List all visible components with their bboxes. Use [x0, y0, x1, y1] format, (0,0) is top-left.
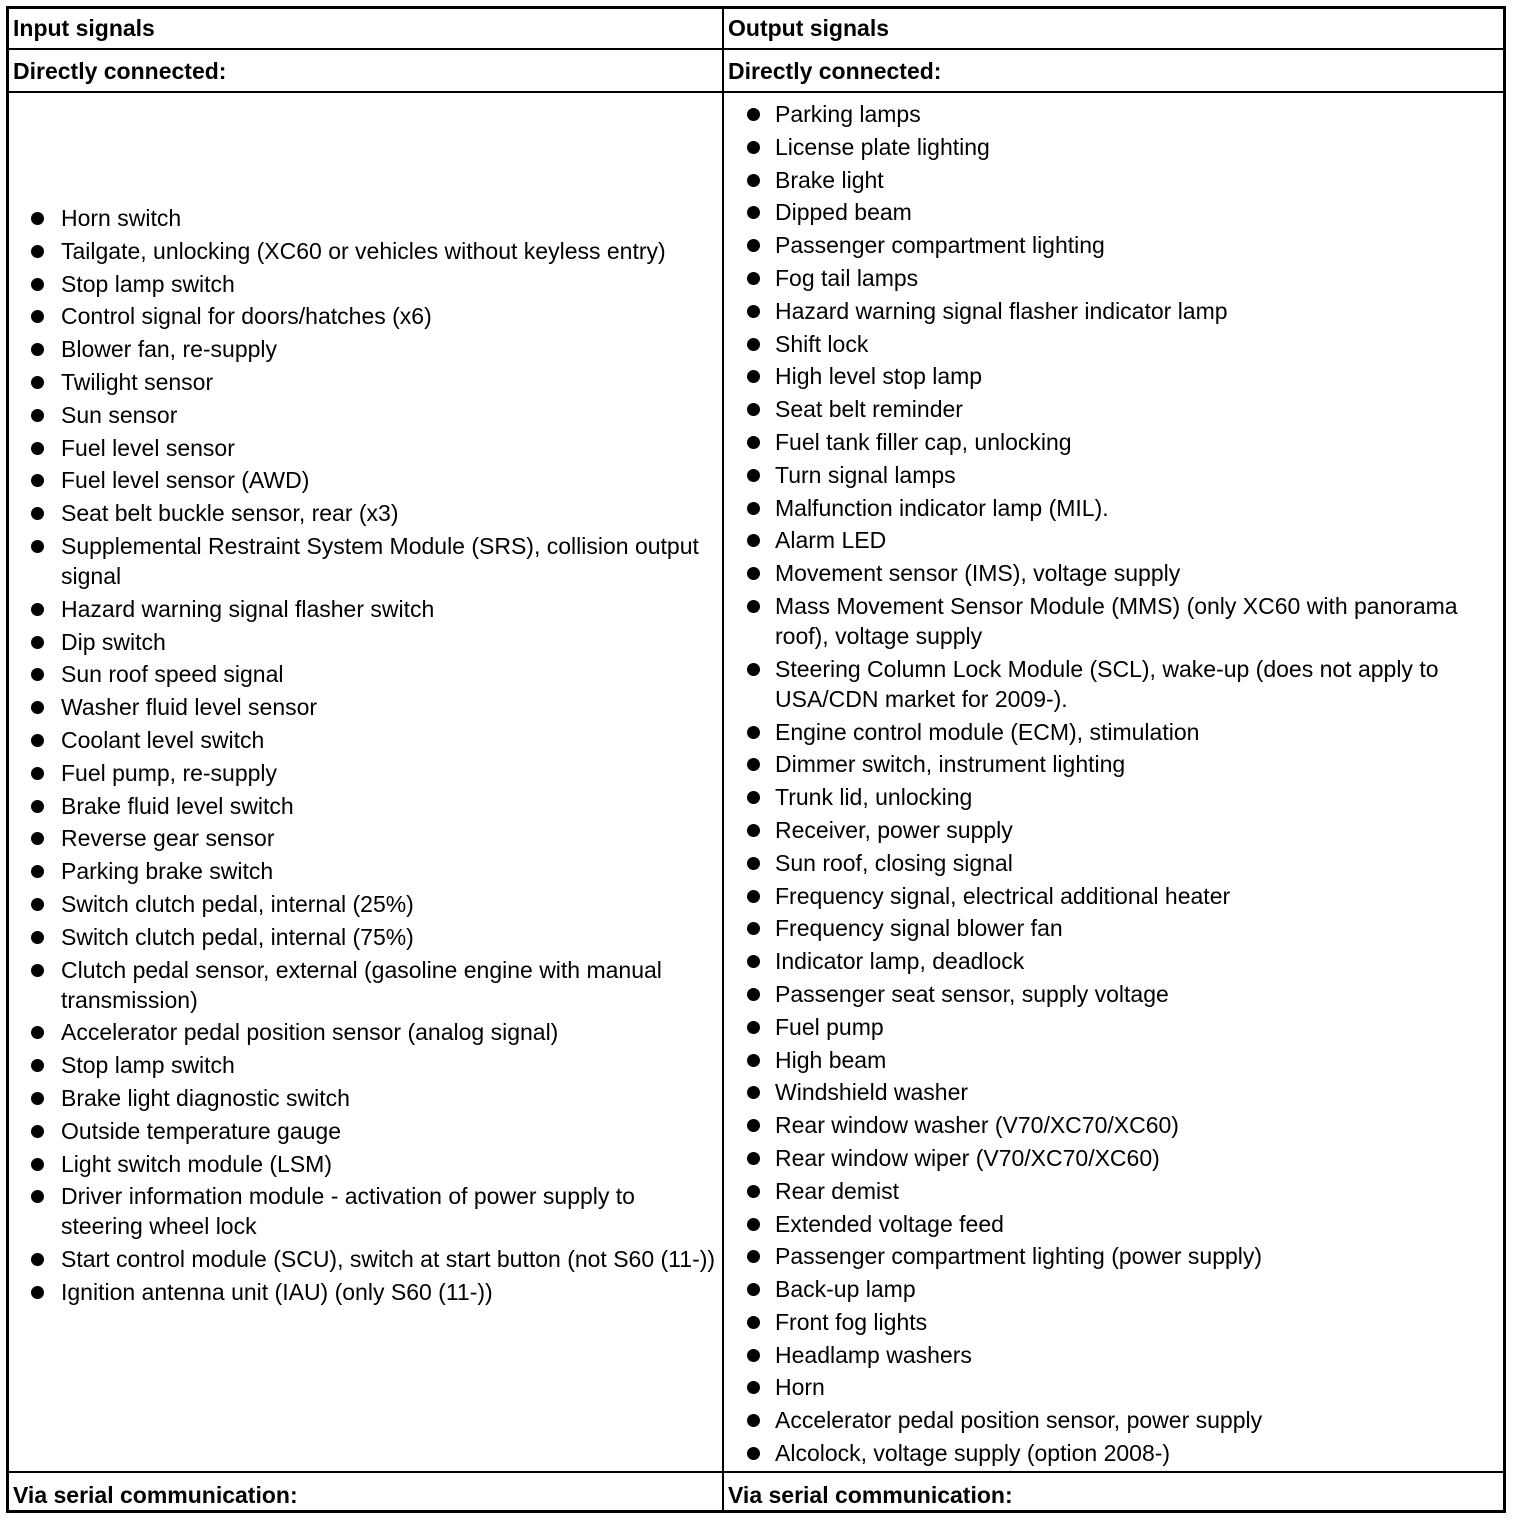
list-item: [775, 460, 1505, 490]
bullet-icon: [747, 1218, 760, 1231]
bullet-icon: [747, 791, 760, 804]
list-item-text: Ignition antenna unit (IAU) (only S60 (11-)): [61, 1278, 493, 1305]
list-item: [775, 1077, 1505, 1107]
bullet-icon: [31, 1253, 44, 1266]
list-item: [775, 815, 1505, 845]
list-item-text: Frequency signal blower fan: [775, 915, 1063, 942]
bullet-icon: [31, 310, 44, 323]
list-item-text: Tailgate, unlocking (XC60 or vehicles without keyless entry): [61, 237, 666, 264]
list-item: [61, 367, 716, 397]
bullet-icon: [747, 890, 760, 903]
list-item: [61, 922, 716, 952]
bullet-icon: [747, 1152, 760, 1165]
list-item: [775, 525, 1505, 555]
bullet-icon: [31, 1026, 44, 1039]
list-item: [775, 1110, 1505, 1140]
list-item-text: Brake light diagnostic switch: [61, 1084, 350, 1111]
bullet-icon: [31, 1158, 44, 1171]
list-item-text: Rear window washer (V70/XC70/XC60): [775, 1112, 1179, 1139]
list-item-text: Windshield washer: [775, 1079, 969, 1106]
list-item-text: Dip switch: [61, 628, 166, 655]
bullet-icon: [31, 931, 44, 944]
bullet-icon: [747, 1250, 760, 1263]
bullet-icon: [31, 964, 44, 977]
bullet-icon: [31, 898, 44, 911]
list-item: [61, 1277, 716, 1307]
list-item-text: License plate lighting: [775, 133, 990, 160]
list-item: [61, 594, 716, 624]
bullet-icon: [31, 701, 44, 714]
bullet-icon: [31, 1286, 44, 1299]
bullet-icon: [31, 865, 44, 878]
list-item: [775, 99, 1505, 129]
list-item-text: Receiver, power supply: [775, 816, 1013, 843]
list-item: [775, 1241, 1505, 1271]
list-item: [61, 627, 716, 657]
bullet-icon: [31, 245, 44, 258]
bullet-icon: [31, 1125, 44, 1138]
list-item-text: Washer fluid level sensor: [61, 694, 318, 721]
list-item: [61, 725, 716, 755]
list-item-text: Fuel level sensor (AWD): [61, 467, 310, 494]
list-item: [61, 1244, 716, 1274]
list-item: [61, 1149, 716, 1179]
list-item-text: Sun roof speed signal: [61, 661, 284, 688]
list-item-text: Turn signal lamps: [775, 461, 956, 488]
list-item: [775, 1176, 1505, 1206]
list-item: [775, 1307, 1505, 1337]
bullet-icon: [747, 403, 760, 416]
bullet-icon: [747, 1283, 760, 1296]
list-item: [775, 296, 1505, 326]
list-item-text: Horn: [775, 1374, 825, 1401]
list-item-text: Engine control module (ECM), stimulation: [775, 718, 1200, 745]
list-item: [61, 758, 716, 788]
output-signal-list: [775, 99, 1505, 1471]
list-item: [61, 236, 716, 266]
list-item-text: Dimmer switch, instrument lighting: [775, 751, 1126, 778]
list-item: [61, 692, 716, 722]
list-item-text: Hazard warning signal flasher switch: [61, 595, 435, 622]
bullet-icon: [747, 1054, 760, 1067]
list-item-text: Front fog lights: [775, 1308, 928, 1335]
bullet-icon: [31, 767, 44, 780]
list-item-text: Light switch module (LSM): [61, 1150, 332, 1177]
bullet-icon: [747, 436, 760, 449]
bullet-icon: [747, 824, 760, 837]
list-item-text: Hazard warning signal flasher indicator lamp: [775, 297, 1228, 324]
column-divider: [722, 9, 724, 1510]
bullet-icon: [31, 603, 44, 616]
bullet-icon: [747, 955, 760, 968]
bullet-icon: [31, 507, 44, 520]
bullet-icon: [747, 272, 760, 285]
list-item-text: Rear demist: [775, 1177, 899, 1204]
list-item-text: Accelerator pedal position sensor (analog signal): [61, 1019, 559, 1046]
row-divider: [9, 91, 1503, 93]
list-item: [775, 1340, 1505, 1370]
list-item: [61, 1181, 716, 1241]
bullet-icon: [31, 442, 44, 455]
input-directly-connected-label: Directly connected:: [13, 58, 227, 84]
bullet-icon: [31, 540, 44, 553]
bullet-icon: [31, 1190, 44, 1203]
bullet-icon: [747, 370, 760, 383]
list-item: [775, 361, 1505, 391]
list-item: [775, 165, 1505, 195]
bullet-icon: [747, 141, 760, 154]
list-item-text: Indicator lamp, deadlock: [775, 948, 1025, 975]
input-signals-header: Input signals: [13, 15, 155, 41]
list-item-text: Alcolock, voltage supply (option 2008-): [775, 1440, 1171, 1467]
list-item: [61, 334, 716, 364]
bullet-icon: [747, 567, 760, 580]
list-item: [775, 197, 1505, 227]
list-item: [775, 1143, 1505, 1173]
list-item: [775, 749, 1505, 779]
list-item-text: Passenger seat sensor, supply voltage: [775, 980, 1169, 1007]
list-item: [775, 394, 1505, 424]
list-item: [775, 946, 1505, 976]
list-item-text: Sun sensor: [61, 401, 178, 428]
list-item: [775, 1372, 1505, 1402]
list-item-text: Seat belt reminder: [775, 396, 963, 423]
list-item: [775, 1438, 1505, 1468]
bullet-icon: [747, 988, 760, 1001]
bullet-icon: [747, 1185, 760, 1198]
list-item: [61, 659, 716, 689]
list-item-text: Fuel level sensor: [61, 434, 235, 461]
bullet-icon: [747, 469, 760, 482]
list-item: [61, 889, 716, 919]
list-item-text: Stop lamp switch: [61, 270, 235, 297]
bullet-icon: [747, 239, 760, 252]
bullet-icon: [747, 1381, 760, 1394]
list-item-text: Clutch pedal sensor, external (gasoline engine with manual transmission): [61, 956, 662, 1013]
list-item: [61, 269, 716, 299]
bullet-icon: [747, 174, 760, 187]
list-item-text: Outside temperature gauge: [61, 1117, 342, 1144]
list-item-text: Sun roof, closing signal: [775, 849, 1013, 876]
list-item-text: Seat belt buckle sensor, rear (x3): [61, 500, 399, 527]
bullet-icon: [747, 726, 760, 739]
list-item-text: Alarm LED: [775, 527, 887, 554]
bullet-icon: [747, 206, 760, 219]
list-item: [775, 654, 1505, 714]
list-item-text: Driver information module - activation of power supply to steering wheel lock: [61, 1183, 635, 1240]
list-item-text: Rear window wiper (V70/XC70/XC60): [775, 1144, 1160, 1171]
list-item: [775, 1274, 1505, 1304]
bullet-icon: [747, 1119, 760, 1132]
list-item-text: Trunk lid, unlocking: [775, 784, 973, 811]
list-item: [775, 1045, 1505, 1075]
output-signals-header: Output signals: [728, 15, 889, 41]
list-item: [61, 301, 716, 331]
list-item-text: Stop lamp switch: [61, 1052, 235, 1079]
list-item-text: Switch clutch pedal, internal (75%): [61, 923, 414, 950]
bullet-icon: [747, 1349, 760, 1362]
list-item: [775, 493, 1505, 523]
list-item-text: Coolant level switch: [61, 726, 265, 753]
bullet-icon: [747, 305, 760, 318]
list-item: [61, 465, 716, 495]
list-item-text: Malfunction indicator lamp (MIL).: [775, 494, 1109, 521]
list-item: [61, 531, 716, 591]
signals-table: [6, 6, 1506, 1513]
list-item-text: Accelerator pedal position sensor, power supply: [775, 1407, 1263, 1434]
list-item-text: Passenger compartment lighting (power supply): [775, 1243, 1263, 1270]
list-item: [775, 1012, 1505, 1042]
list-item: [775, 881, 1505, 911]
list-item: [775, 132, 1505, 162]
row-divider: [9, 48, 1503, 50]
bullet-icon: [31, 376, 44, 389]
input-signal-list: [61, 203, 716, 1310]
list-item: [61, 400, 716, 430]
list-item: [775, 427, 1505, 457]
bullet-icon: [747, 534, 760, 547]
list-item: [775, 782, 1505, 812]
list-item: [61, 856, 716, 886]
bullet-icon: [31, 409, 44, 422]
bullet-icon: [747, 1316, 760, 1329]
bullet-icon: [31, 343, 44, 356]
bullet-icon: [31, 832, 44, 845]
bullet-icon: [747, 338, 760, 351]
list-item: [775, 329, 1505, 359]
list-item: [61, 498, 716, 528]
list-item-text: Parking brake switch: [61, 858, 274, 885]
bullet-icon: [31, 1059, 44, 1072]
list-item-text: Headlamp washers: [775, 1341, 972, 1368]
list-item-text: Switch clutch pedal, internal (25%): [61, 890, 414, 917]
list-item-text: Parking lamps: [775, 101, 921, 127]
bullet-icon: [31, 278, 44, 291]
bullet-icon: [31, 474, 44, 487]
list-item: [775, 979, 1505, 1009]
bullet-icon: [747, 663, 760, 676]
list-item-text: Brake fluid level switch: [61, 792, 294, 819]
bullet-icon: [747, 857, 760, 870]
list-item-text: Supplemental Restraint System Module (SRS), collision output signal: [61, 532, 699, 589]
bullet-icon: [747, 502, 760, 515]
bullet-icon: [747, 1447, 760, 1460]
list-item-text: Steering Column Lock Module (SCL), wake-up (does not apply to USA/CDN market for 2009-).: [775, 655, 1439, 712]
list-item: [775, 717, 1505, 747]
list-item: [61, 1116, 716, 1146]
list-item-text: Start control module (SCU), switch at start button (not S60 (11-)): [61, 1246, 716, 1273]
list-item: [775, 558, 1505, 588]
list-item: [61, 433, 716, 463]
bullet-icon: [31, 668, 44, 681]
input-serial-communication-label: Via serial communication:: [13, 1482, 298, 1508]
list-item-text: Fuel pump, re-supply: [61, 759, 278, 786]
list-item-text: Shift lock: [775, 330, 869, 357]
list-item-text: High level stop lamp: [775, 363, 983, 390]
bullet-icon: [747, 108, 760, 121]
list-item: [61, 1050, 716, 1080]
list-item-text: Back-up lamp: [775, 1276, 916, 1303]
list-item-text: Horn switch: [61, 205, 182, 231]
list-item-text: Mass Movement Sensor Module (MMS) (only XC60 with panorama roof), voltage supply: [775, 592, 1458, 649]
list-item: [61, 203, 716, 233]
list-item-text: Blower fan, re-supply: [61, 336, 278, 363]
list-item: [61, 823, 716, 853]
list-item: [775, 230, 1505, 260]
bullet-icon: [747, 758, 760, 771]
list-item-text: High beam: [775, 1046, 887, 1073]
list-item-text: Frequency signal, electrical additional heater: [775, 882, 1231, 909]
bullet-icon: [747, 1086, 760, 1099]
bullet-icon: [31, 1092, 44, 1105]
list-item-text: Reverse gear sensor: [61, 825, 275, 852]
list-item-text: Brake light: [775, 166, 884, 193]
bullet-icon: [31, 734, 44, 747]
output-directly-connected-label: Directly connected:: [728, 58, 942, 84]
bullet-icon: [31, 212, 44, 225]
output-serial-communication-label: Via serial communication:: [728, 1482, 1013, 1508]
bullet-icon: [747, 922, 760, 935]
list-item-text: Fog tail lamps: [775, 264, 919, 291]
list-item-text: Fuel pump: [775, 1013, 884, 1040]
list-item-text: Fuel tank filler cap, unlocking: [775, 428, 1072, 455]
list-item: [775, 1209, 1505, 1239]
list-item: [61, 791, 716, 821]
row-divider: [9, 1471, 1503, 1473]
list-item: [775, 848, 1505, 878]
list-item-text: Dipped beam: [775, 199, 912, 226]
list-item: [61, 1017, 716, 1047]
list-item: [775, 591, 1505, 651]
list-item: [775, 263, 1505, 293]
list-item-text: Extended voltage feed: [775, 1210, 1004, 1237]
bullet-icon: [747, 600, 760, 613]
bullet-icon: [747, 1021, 760, 1034]
list-item: [775, 913, 1505, 943]
list-item: [61, 1083, 716, 1113]
list-item: [775, 1405, 1505, 1435]
bullet-icon: [747, 1414, 760, 1427]
bullet-icon: [31, 636, 44, 649]
list-item-text: Twilight sensor: [61, 368, 214, 395]
list-item-text: Passenger compartment lighting: [775, 232, 1105, 259]
list-item: [61, 955, 716, 1015]
bullet-icon: [31, 800, 44, 813]
list-item-text: Movement sensor (IMS), voltage supply: [775, 560, 1181, 587]
list-item-text: Control signal for doors/hatches (x6): [61, 303, 432, 330]
